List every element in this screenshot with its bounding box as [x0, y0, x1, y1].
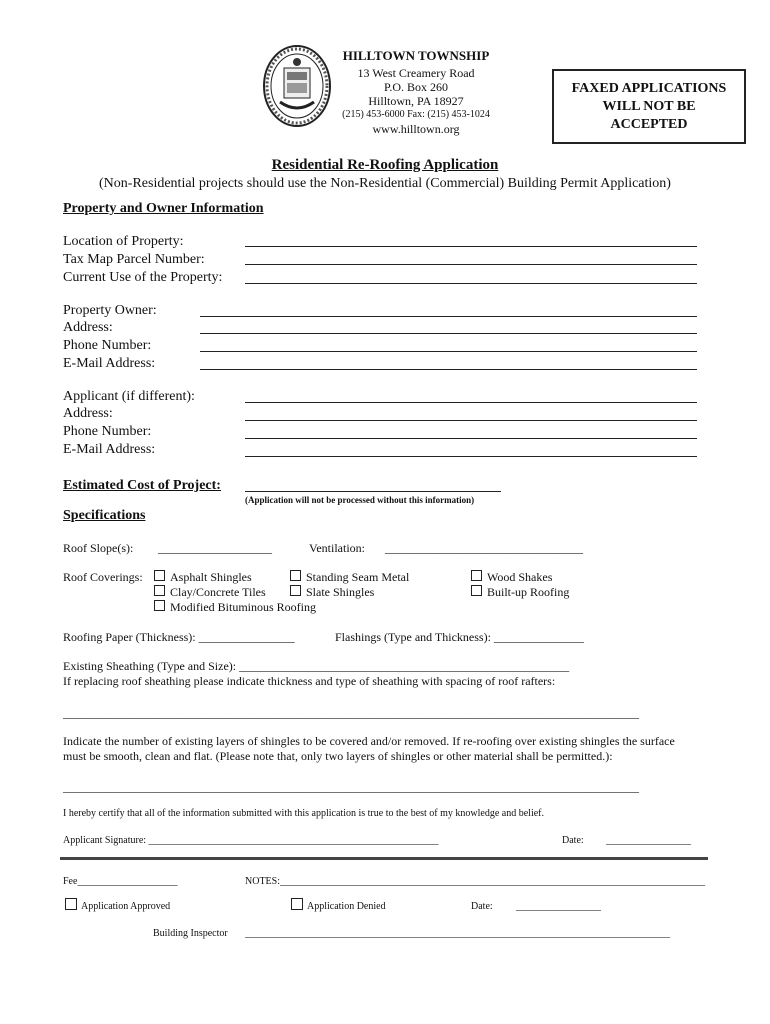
ventilation-label: Ventilation:: [309, 541, 365, 555]
applicant-field[interactable]: [245, 402, 697, 403]
office-date-field[interactable]: _________________: [516, 901, 601, 912]
wood-shakes-checkbox[interactable]: [471, 570, 552, 585]
checkbox-icon: [471, 570, 482, 581]
checkbox-icon: [290, 570, 301, 581]
sheathing-answer-line[interactable]: ________________________________________________________________________________________________: [63, 706, 639, 720]
builtup-label: Built-up Roofing: [487, 585, 570, 599]
fax-notice-box: [552, 69, 746, 144]
applicant-phone-field[interactable]: [245, 438, 697, 439]
cost-note: (Application will not be processed without this information): [245, 495, 475, 505]
layers-note-2: must be smooth, clean and flat. (Please note that, only two layers of shingles or other material shall be permitted.):: [63, 749, 613, 763]
roof-coverings-label: Roof Coverings:: [63, 570, 143, 584]
modified-bitumen-label: Modified Bituminous Roofing: [170, 600, 317, 614]
owner-phone-label: Phone Number:: [63, 338, 152, 353]
notes-field[interactable]: NOTES:_____________________________________________________________________________________: [245, 876, 705, 887]
address-line-1: 13 West Creamery Road: [357, 66, 475, 80]
roofing-paper-field[interactable]: Roofing Paper (Thickness): ________________: [63, 630, 295, 644]
flashings-field[interactable]: Flashings (Type and Thickness): _______________: [335, 630, 584, 644]
office-date-label: Date:: [471, 901, 493, 912]
applicant-phone-label: Phone Number:: [63, 424, 152, 439]
phone-fax: (215) 453-6000 Fax: (215) 453-1024: [342, 109, 490, 120]
owner-address-field[interactable]: [200, 333, 697, 334]
parcel-label: Tax Map Parcel Number:: [63, 252, 205, 267]
use-field[interactable]: [245, 283, 697, 284]
existing-sheathing-field[interactable]: Existing Sheathing (Type and Size): _______________________________________________________: [63, 659, 570, 673]
signature-date-field[interactable]: _________________: [606, 835, 691, 846]
township-seal-logo: [262, 44, 332, 128]
roof-slope-field[interactable]: ___________________: [158, 541, 272, 555]
checkbox-icon: [290, 585, 301, 596]
owner-label: Property Owner:: [63, 303, 157, 318]
fax-notice-line: WILL NOT BE: [602, 98, 696, 114]
specifications-heading: Specifications: [63, 508, 146, 523]
certification-statement: I hereby certify that all of the information submitted with this application is true to the best of my knowledge and belief.: [63, 808, 544, 819]
location-label: Location of Property:: [63, 234, 184, 249]
owner-email-field[interactable]: [200, 369, 697, 370]
ventilation-field[interactable]: _________________________________: [385, 541, 583, 555]
clay-tiles-checkbox[interactable]: [154, 585, 266, 600]
owner-field[interactable]: [200, 316, 697, 317]
sheathing-note: If replacing roof sheathing please indicate thickness and type of sheathing with spacing of roof rafters:: [63, 674, 556, 688]
standing-seam-checkbox[interactable]: [290, 570, 409, 585]
standing-seam-label: Standing Seam Metal: [306, 570, 410, 584]
denied-checkbox[interactable]: [291, 898, 303, 910]
divider: [60, 857, 708, 860]
applicant-email-field[interactable]: [245, 456, 697, 457]
applicant-email-label: E-Mail Address:: [63, 442, 156, 457]
applicant-address-label: Address:: [63, 406, 113, 421]
property-owner-heading: Property and Owner Information: [63, 201, 264, 216]
signature-date-label: Date:: [562, 835, 584, 846]
estimated-cost-field[interactable]: [245, 491, 501, 492]
applicant-signature-field[interactable]: Applicant Signature: __________________________________________________________: [63, 835, 439, 846]
checkbox-icon: [471, 585, 482, 596]
building-inspector-field[interactable]: _____________________________________________________________________________________: [245, 928, 670, 939]
owner-email-label: E-Mail Address:: [63, 356, 156, 371]
building-inspector-label: Building Inspector: [153, 928, 228, 939]
address-line-2: P.O. Box 260: [383, 80, 448, 94]
applicant-address-field[interactable]: [245, 420, 697, 421]
builtup-checkbox[interactable]: [471, 585, 569, 600]
asphalt-checkbox[interactable]: [154, 570, 252, 585]
modified-bitumen-checkbox[interactable]: [154, 600, 316, 615]
estimated-cost-label: Estimated Cost of Project:: [63, 478, 221, 493]
use-label: Current Use of the Property:: [63, 270, 223, 285]
approved-checkbox[interactable]: [65, 898, 77, 910]
roof-slope-label: Roof Slope(s):: [63, 541, 134, 555]
form-title: Residential Re-Roofing Application: [271, 157, 499, 173]
layers-note-1: Indicate the number of existing layers of shingles to be covered and/or removed. If re-roofing over existing shingles the surface: [63, 734, 675, 748]
checkbox-icon: [154, 570, 165, 581]
slate-checkbox[interactable]: [290, 585, 374, 600]
fax-notice-line: ACCEPTED: [610, 116, 688, 132]
clay-tiles-label: Clay/Concrete Tiles: [170, 585, 266, 599]
checkbox-icon: [154, 585, 165, 596]
form-subtitle: (Non-Residential projects should use the Non-Residential (Commercial) Building Permit Application): [99, 176, 671, 191]
checkbox-icon: [154, 600, 165, 611]
slate-label: Slate Shingles: [306, 585, 375, 599]
fee-field[interactable]: Fee____________________: [63, 876, 178, 887]
location-field[interactable]: [245, 246, 697, 247]
owner-phone-field[interactable]: [200, 351, 697, 352]
owner-address-label: Address:: [63, 320, 113, 335]
asphalt-label: Asphalt Shingles: [170, 570, 252, 584]
layers-answer-line[interactable]: ________________________________________________________________________________________________: [63, 780, 639, 794]
approved-label: Application Approved: [81, 901, 171, 912]
denied-label: Application Denied: [307, 901, 386, 912]
wood-shakes-label: Wood Shakes: [487, 570, 553, 584]
parcel-field[interactable]: [245, 264, 697, 265]
address-line-3: Hilltown, PA 18927: [368, 94, 464, 108]
website: www.hilltown.org: [372, 122, 460, 136]
fax-notice-line: FAXED APPLICATIONS: [571, 80, 727, 96]
township-name: HILLTOWN TOWNSHIP: [342, 48, 490, 63]
applicant-label: Applicant (if different):: [63, 389, 195, 404]
